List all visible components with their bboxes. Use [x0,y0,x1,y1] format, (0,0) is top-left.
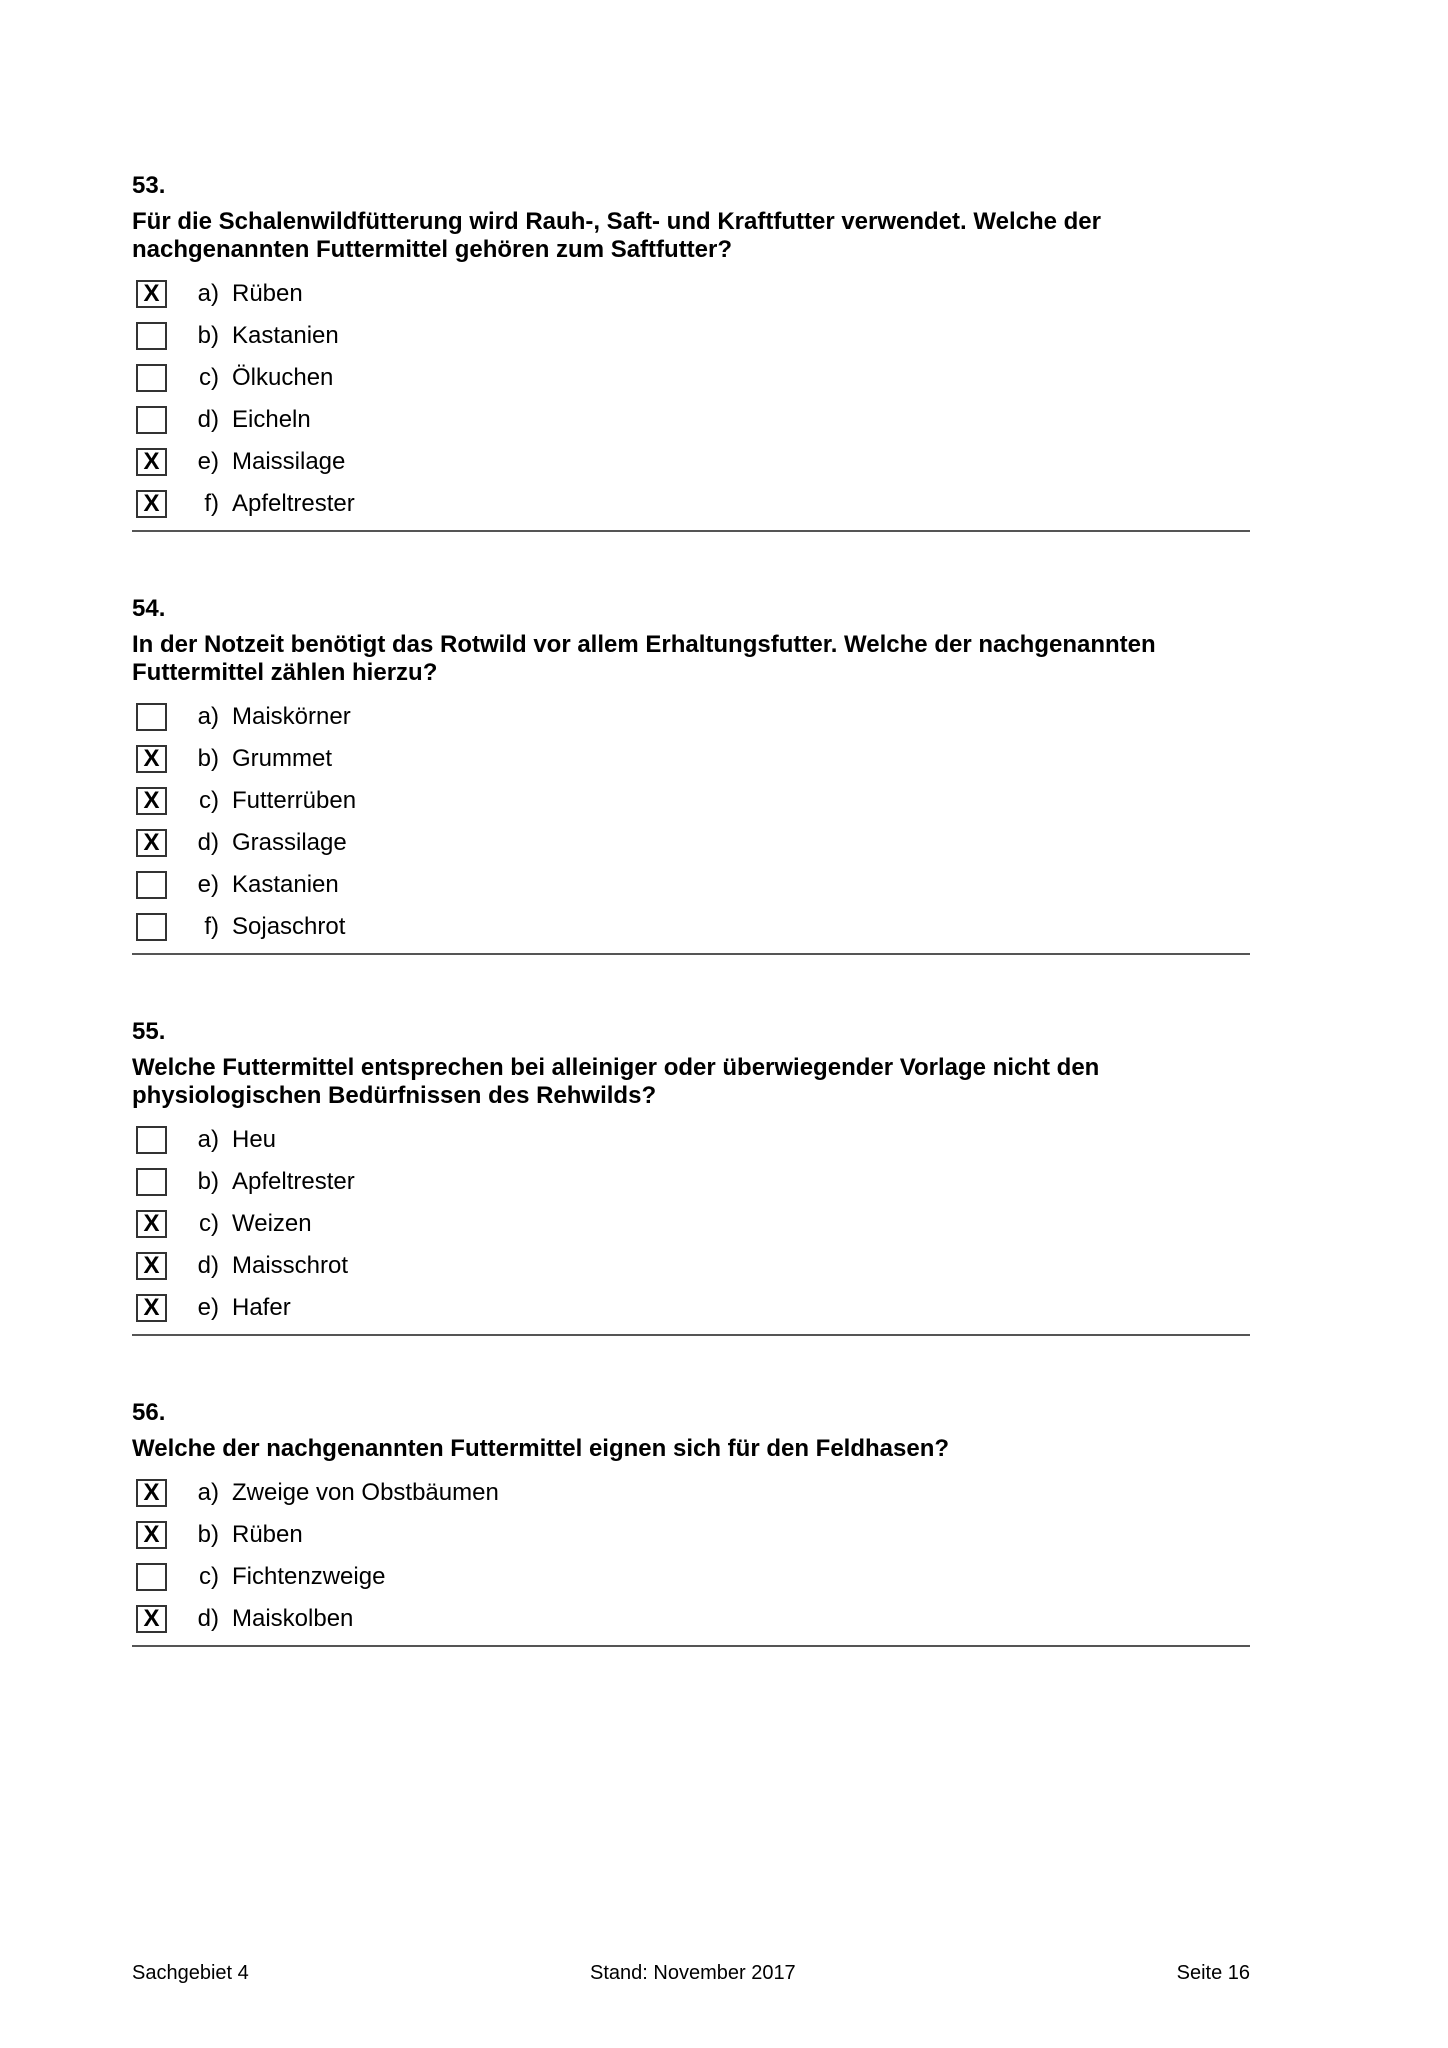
answer-option[interactable] [132,738,1250,780]
answer-checkbox[interactable]: X [136,1521,167,1549]
option-letter: a) [197,1126,219,1153]
question-spacer [132,1336,1250,1399]
answer-checkbox[interactable]: X [136,448,167,476]
question-text: Für die Schalenwildfütterung wird Rauh-, Saft- und Kraftfutter verwendet. Welche der nachgenannten Futtermittel gehören zum Saftfutter? [132,208,1101,263]
question-text: Welche der nachgenannten Futtermittel eignen sich für den Feldhasen? [132,1435,950,1462]
option-text: Kastanien [232,871,339,898]
option-text: Heu [232,1126,277,1153]
option-letter: a) [197,1479,219,1506]
answer-option[interactable] [132,273,1250,315]
option-text: Rüben [232,280,303,307]
option-letter: f) [204,913,219,940]
option-letter: c) [199,1210,219,1237]
option-letter: d) [197,1605,219,1632]
answer-option[interactable] [132,822,1250,864]
answer-option[interactable] [132,1556,1250,1598]
answer-option[interactable] [132,1119,1250,1161]
option-text: Maiskolben [232,1605,354,1632]
option-letter: e) [197,1294,219,1321]
answer-options [132,1119,1250,1334]
option-text: Fichtenzweige [232,1563,386,1590]
question-text: In der Notzeit benötigt das Rotwild vor allem Erhaltungsfutter. Welche der nachgenannten Futtermittel zählen hierzu? [132,631,1156,686]
answer-option[interactable] [132,864,1250,906]
option-text: Kastanien [232,322,339,349]
question-block [132,595,1250,955]
answer-option[interactable] [132,483,1250,525]
option-letter: b) [197,745,219,772]
page-footer [132,1959,1250,1987]
answer-checkbox[interactable] [136,913,167,941]
answer-checkbox[interactable]: X [136,1252,167,1280]
answer-checkbox[interactable] [136,871,167,899]
option-letter: f) [204,490,219,517]
answer-option[interactable] [132,1472,1250,1514]
answer-checkbox[interactable]: X [136,1605,167,1633]
footer-page-number: Seite 16 [1176,1962,1250,1984]
question-number: 53. [132,172,166,199]
option-text: Maisschrot [232,1252,349,1279]
option-text: Futterrüben [232,787,357,814]
option-letter: c) [199,364,219,391]
question-number: 54. [132,595,166,622]
question-list [132,172,1250,1647]
option-text: Rüben [232,1521,303,1548]
answer-checkbox[interactable] [136,1168,167,1196]
answer-checkbox[interactable]: X [136,1294,167,1322]
answer-checkbox[interactable] [136,1126,167,1154]
option-letter: d) [197,829,219,856]
option-letter: a) [197,280,219,307]
option-letter: d) [197,406,219,433]
answer-checkbox[interactable] [136,322,167,350]
option-letter: e) [197,871,219,898]
option-text: Zweige von Obstbäumen [232,1479,499,1506]
answer-checkbox[interactable] [136,703,167,731]
option-letter: b) [197,322,219,349]
answer-option[interactable] [132,696,1250,738]
option-text: Hafer [232,1294,291,1321]
answer-checkbox[interactable]: X [136,280,167,308]
answer-option[interactable] [132,357,1250,399]
option-letter: d) [197,1252,219,1279]
answer-checkbox[interactable]: X [136,787,167,815]
option-letter: b) [197,1521,219,1548]
answer-option[interactable] [132,780,1250,822]
option-text: Apfeltrester [232,490,355,517]
answer-checkbox[interactable] [136,406,167,434]
option-letter: a) [197,703,219,730]
option-text: Sojaschrot [232,913,346,940]
answer-option[interactable] [132,1161,1250,1203]
answer-options [132,1472,1250,1645]
option-letter: b) [197,1168,219,1195]
answer-option[interactable] [132,399,1250,441]
answer-checkbox[interactable] [136,1563,167,1591]
question-text: Welche Futtermittel entsprechen bei alleiniger oder überwiegender Vorlage nicht den physiologischen Bedürfnissen des Rehwilds? [132,1054,1100,1109]
option-text: Weizen [232,1210,312,1237]
answer-option[interactable] [132,315,1250,357]
option-text: Eicheln [232,406,311,433]
answer-options [132,273,1250,530]
answer-checkbox[interactable]: X [136,490,167,518]
answer-checkbox[interactable]: X [136,829,167,857]
answer-option[interactable] [132,441,1250,483]
option-text: Apfeltrester [232,1168,355,1195]
question-block [132,1018,1250,1336]
option-letter: c) [199,787,219,814]
option-text: Maiskörner [232,703,351,730]
option-letter: c) [199,1563,219,1590]
option-text: Maissilage [232,448,346,475]
question-number: 56. [132,1399,166,1426]
answer-checkbox[interactable]: X [136,1210,167,1238]
question-block [132,172,1250,532]
option-text: Grassilage [232,829,347,856]
answer-option[interactable] [132,1598,1250,1640]
option-text: Ölkuchen [232,364,334,391]
answer-checkbox[interactable]: X [136,745,167,773]
answer-checkbox[interactable]: X [136,1479,167,1507]
answer-option[interactable] [132,1514,1250,1556]
question-number: 55. [132,1018,166,1045]
answer-options [132,696,1250,953]
answer-option[interactable] [132,1245,1250,1287]
question-block [132,1399,1250,1647]
footer-date: Stand: November 2017 [590,1962,796,1984]
question-spacer [132,955,1250,1018]
question-spacer [132,532,1250,595]
footer-section: Sachgebiet 4 [132,1962,249,1984]
answer-option[interactable] [132,1287,1250,1329]
answer-option[interactable] [132,1203,1250,1245]
answer-checkbox[interactable] [136,364,167,392]
option-text: Grummet [232,745,333,772]
answer-option[interactable] [132,906,1250,948]
option-letter: e) [197,448,219,475]
